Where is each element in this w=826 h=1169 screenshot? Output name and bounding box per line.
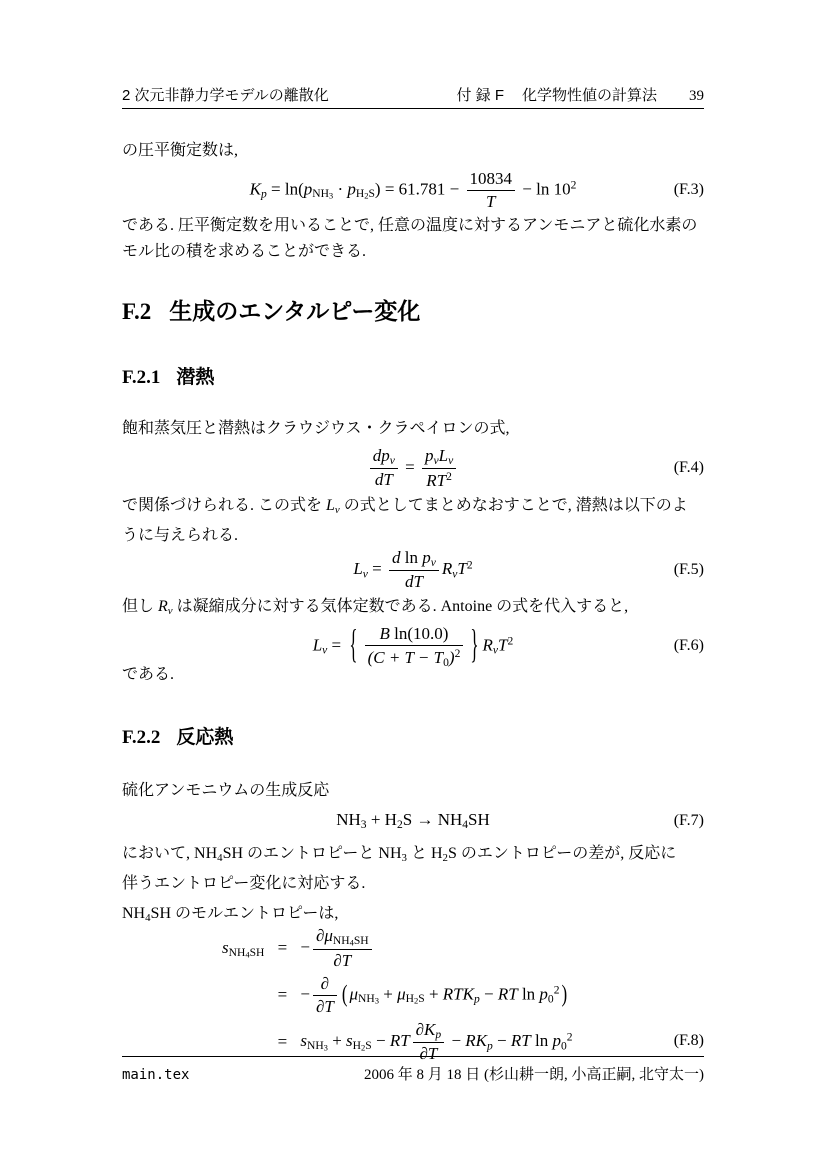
subsection-heading-f22 [122,722,233,749]
footer-date-authors: 2006 年 8 月 18 日 (杉山耕一朗, 小高正嗣, 北守太一) [364,1067,704,1083]
chapter-title: 化学物性値の計算法 [521,87,657,104]
page-header [122,84,704,109]
page-number: 39 [689,88,704,104]
paragraph-equilibrium-intro: の圧平衡定数は, [122,142,239,159]
equation-tag-f4: (F.4) [673,459,704,476]
paragraph-latent-heat: で関係づけられる. この式を $L_v$ の式としてまとめなおすことで, 潜熱は以下のよ うに与えられる. [122,497,688,545]
right-paren: ) [561,979,568,1008]
equation-f5-body: $L_v$ = $\frac{d \ln p_v}{dT}$ $R_vT^2$ [353,547,473,592]
paragraph-clausius: 飽和蒸気圧と潜熱はクラウジウス・クラペイロンの式, [122,420,510,437]
equation-f5 [122,543,704,597]
equation-f4 [122,441,704,495]
left-paren: ( [341,979,348,1008]
subsection-title: 反応熱 [176,727,234,748]
page-footer [122,1056,704,1084]
section-number: F.2 [122,299,152,324]
equation-f3-body: $K_p = \ln(p_{NH3} \cdot p_{H2S}) = 61.781$ − $\frac{10834}{T}$ − $\ln 10^2$ [249,168,577,211]
equation-f7 [122,804,704,838]
running-head-left: 2 次元非静力学モデルの離散化 [122,87,329,104]
equation-f7-body: $NH_3 + H_2S \to NH_4SH$ [336,810,490,832]
equation-tag-f5: (F.5) [673,561,704,578]
paragraph-entropy-difference: において, $NH_4SH$ のエントロピーと $NH_3$ と $H_2S$ のエントロピーの差が, 反応に 伴うエントロピー変化に対応する. [122,845,677,893]
paragraph-equilibrium-use: である. 圧平衡定数を用いることで, 任意の温度に対するアンモニアと硫化水素の モル比の積を求めることができる. [122,217,698,260]
subsection-title: 潜熱 [176,367,215,388]
equation-tag-f7: (F.7) [673,812,704,829]
paragraph-reaction-intro: 硫化アンモニウムの生成反応 [122,782,330,799]
appendix-label: 付 録 F [456,87,504,104]
equation-tag-f8: (F.8) [673,1032,704,1049]
left-brace: { [349,621,358,667]
section-title: 生成のエンタルピー変化 [169,298,421,324]
running-head-right [456,84,704,105]
paragraph-dearu: である. [122,666,175,683]
subsection-number: F.2.1 [122,367,161,388]
equation-f3 [122,163,704,217]
section-heading-f2 [122,293,420,326]
fraction: $\frac{10834}{T}$ [467,169,516,212]
equation-tag-f6: (F.6) [673,637,704,654]
subsection-number: F.2.2 [122,727,161,748]
equation-f6-body: $L_v$ = { $\frac{\text{B ln(10.0)}}{(C + T - T_0)^2}$ } $R_vT^2$ [312,621,514,669]
equation-tag-f3: (F.3) [673,181,704,198]
right-brace: } [470,621,479,667]
paragraph-antoine: 但し $R_v$ は凝縮成分に対する気体定数である. Antoine の式を代入すると, [122,598,629,618]
footer-filename: main.tex [122,1067,190,1083]
subsection-heading-f21 [122,362,214,389]
equation-f8-array: $s_{NH4SH}$ = − $\frac{\partial\mu_{NH4SH}}{\partial T}$ = − $\frac{\partial}{\partial T}$ ( $\mu_{NH3} + \mu_{H2S} + RTK_p$ − RT $\ln p_0^2$ ) = $s_{NH3} + s_{H2S}$ − RT $\frac{\partial K_p}{\partial T}$ − $RK_p$ − RT $\ln p_0^2$ [222,926,573,1063]
paragraph-molar-entropy: $NH_4SH$ のモルエントロピーは, [122,905,339,925]
equation-f4-body: $\frac{dp_v}{dT}$ = $\frac{p_vL_v}{RT^2}$ [367,446,459,491]
equation-f8 [122,926,704,1064]
